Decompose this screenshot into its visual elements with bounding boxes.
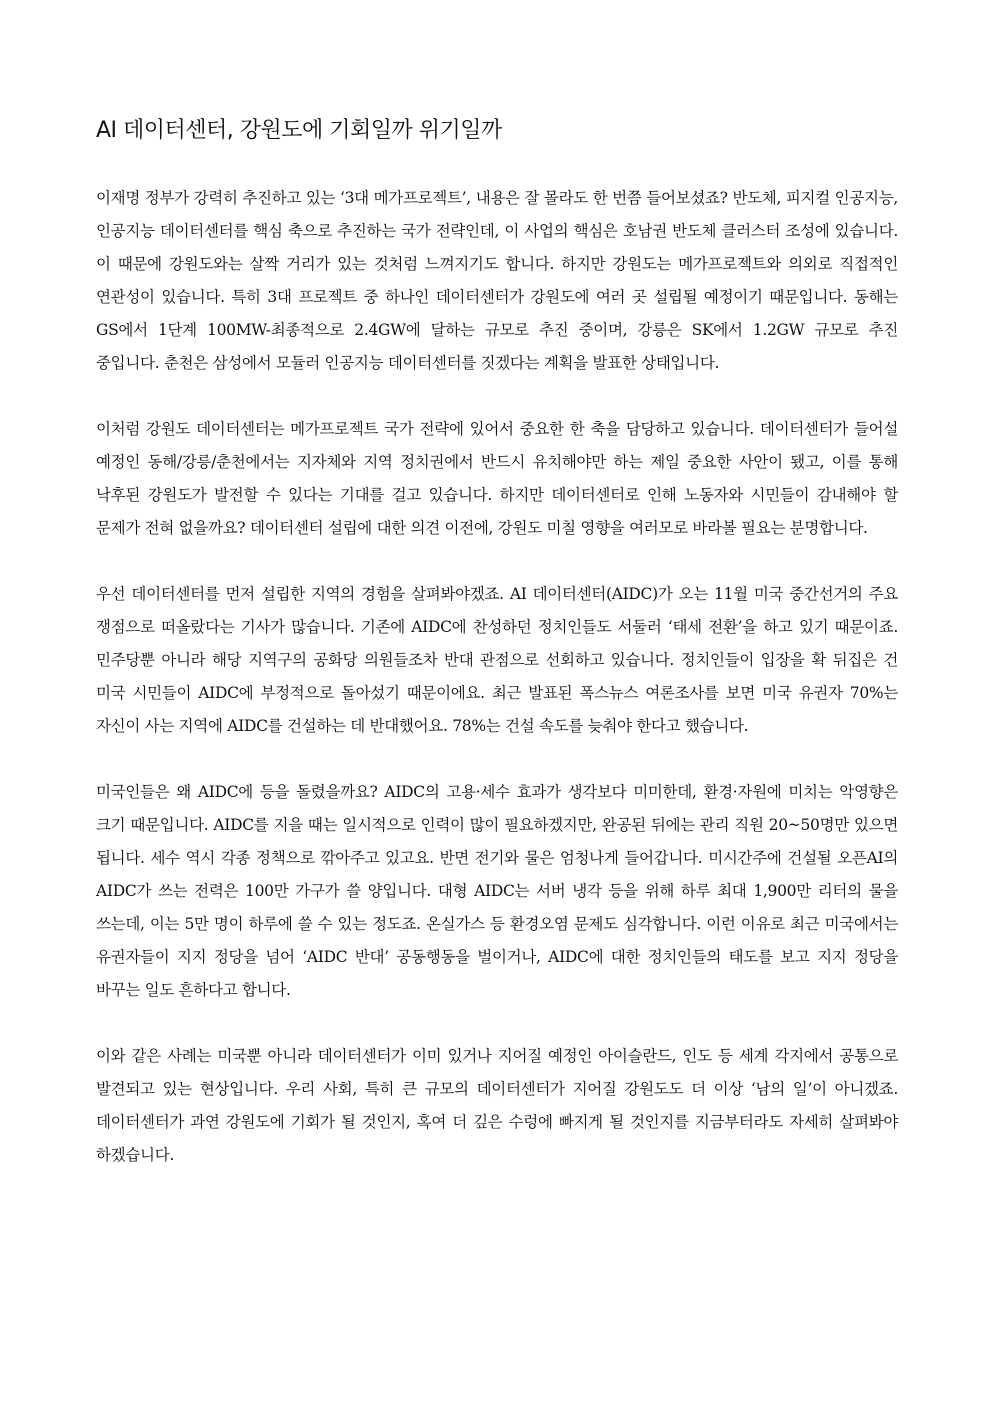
paragraph-aidc-impact: 미국인들은 왜 AIDC에 등을 돌렸을까요? AIDC의 고용·세수 효과가 생각보다 미미한데, 환경·자원에 미치는 악영향은 크기 때문입니다. AIDC를 지을 때는 일시적으로 인력이 많이 필요하겠지만, 완공된 뒤에는 관리 직원 20~50명만 있으면 됩니다. 세수 역시 각종 정책으로 깎아주고 있고요. 반면 전기와 물은 엄청나게 들어갑니다. 미시간주에 건설될 오픈AI의 AIDC가 쓰는 전력은 100만 가구가 쓸 양입니다. 대형 AIDC는 서버 냉각 등을 위해 하루 최대 1,900만 리터의 물을 쓰는데, 이는 5만 명이 하루에 쓸 수 있는 정도죠. 온실가스 등 환경오염 문제도 심각합니다. 이런 이유로 최근 미국에서는 유권자들이 지지 정당을 넘어 ‘AIDC 반대’ 공동행동을 벌이거나, AIDC에 대한 정치인들의 태도를 보고 지지 정당을 바꾸는 일도 흔하다고 합니다. (96, 783, 898, 999)
paragraph-us-experience: 우선 데이터센터를 먼저 설립한 지역의 경험을 살펴봐야겠죠. AI 데이터센터(AIDC)가 오는 11월 미국 중간선거의 주요 쟁점으로 떠올랐다는 기사가 많습니다. 기존에 AIDC에 찬성하던 정치인들도 서둘러 ‘태세 전환’을 하고 있기 때문이죠. 민주당뿐 아니라 해당 지역구의 공화당 의원들조차 반대 관점으로 선회하고 있습니다. 정치인들이 입장을 확 뒤집은 건 미국 시민들이 AIDC에 부정적으로 돌아섰기 때문이에요. 최근 발표된 폭스뉴스 여론조사를 보면 미국 유권자 70%는 자신이 사는 지역에 AIDC를 건설하는 데 반대했어요. 78%는 건설 속도를 늦춰야 한다고 했습니다. (96, 585, 898, 735)
document-title: AI 데이터센터, 강원도에 기회일까 위기일까 (96, 118, 502, 143)
paragraph-gangwon-role: 이처럼 강원도 데이터센터는 메가프로젝트 국가 전략에 있어서 중요한 한 축을 담당하고 있습니다. 데이터센터가 들어설 예정인 동해/강릉/춘천에서는 지자체와 지역 정치권에서 반드시 유치해야만 하는 제일 중요한 사안이 됐고, 이를 통해 낙후된 강원도가 발전할 수 있다는 기대를 걸고 있습니다. 하지만 데이터센터로 인해 노동자와 시민들이 감내해야 할 문제가 전혀 없을까요? 데이터센터 설립에 대한 의견 이전에, 강원도 미칠 영향을 여러모로 바라볼 필요는 분명합니다. (96, 420, 898, 537)
document-page (96, 112, 898, 1205)
paragraph-conclusion: 이와 같은 사례는 미국뿐 아니라 데이터센터가 이미 있거나 지어질 예정인 아이슬란드, 인도 등 세계 각지에서 공통으로 발견되고 있는 현상입니다. 우리 사회, 특히 큰 규모의 데이터센터가 지어질 강원도도 더 이상 ‘남의 일’이 아니겠죠. 데이터센터가 과연 강원도에 기회가 될 것인지, 혹여 더 깊은 수렁에 빠지게 될 것인지를 지금부터라도 자세히 살펴봐야 하겠습니다. (96, 1047, 898, 1164)
paragraph-intro: 이재명 정부가 강력히 추진하고 있는 ‘3대 메가프로젝트’, 내용은 잘 몰라도 한 번쯤 들어보셨죠? 반도체, 피지컬 인공지능, 인공지능 데이터센터를 핵심 축으로 추진하는 국가 전략인데, 이 사업의 핵심은 호남권 반도체 클러스터 조성에 있습니다. 이 때문에 강원도와는 살짝 거리가 있는 것처럼 느껴지기도 합니다. 하지만 강원도는 메가프로젝트와 의외로 직접적인 연관성이 있습니다. 특히 3대 프로젝트 중 하나인 데이터센터가 강원도에 여러 곳 설립될 예정이기 때문입니다. 동해는 GS에서 1단계 100MW-최종적으로 2.4GW에 달하는 규모로 추진 중이며, 강릉은 SK에서 1.2GW 규모로 추진 중입니다. 춘천은 삼성에서 모듈러 인공지능 데이터센터를 짓겠다는 계획을 발표한 상태입니다. (96, 189, 898, 372)
